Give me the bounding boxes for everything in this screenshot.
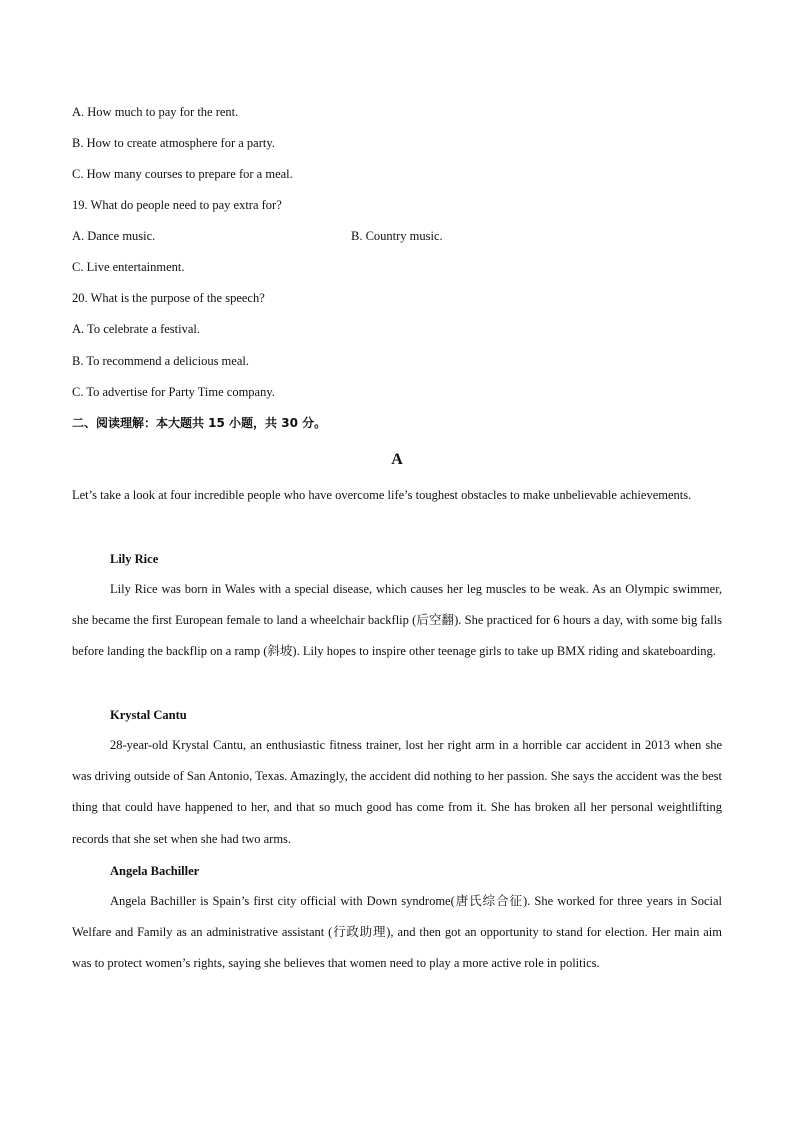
question-20: 20. What is the purpose of the speech? bbox=[72, 291, 265, 305]
section-heading: 二、阅读理解：本大题共 15 小题，共 30 分。 bbox=[72, 416, 327, 430]
option-19-c: C. Live entertainment. bbox=[72, 260, 185, 274]
person-text-krystal-cantu: 28-year-old Krystal Cantu, an enthusiastic fitness trainer, lost her right arm in a horrible car accident in 2013 when she was driving outside of San Antonio, Texas. Amazingly, the accident did nothing to her passion. She says the accident was the best thing that could have happened to her, and that so much good has come from it. She has broken all her personal weightlifting records that she set when she had two arms. bbox=[72, 738, 722, 846]
option-18-c: C. How many courses to prepare for a meal. bbox=[72, 167, 293, 181]
option-20-b: B. To recommend a delicious meal. bbox=[72, 354, 249, 368]
option-20-a: A. To celebrate a festival. bbox=[72, 322, 201, 336]
person-text-angela-bachiller: Angela Bachiller is Spain’s first city official with Down syndrome(唐氏综合征). She worked for three years in Social Welfare and Family as an administrative assistant (行政助理), and then got an opportunity to stand for election. Her main aim was to protect women’s rights, saying she believes that women need to play a more active role in politics. bbox=[72, 894, 722, 971]
option-19-b: B. Country music. bbox=[351, 229, 443, 243]
question-19: 19. What do people need to pay extra for? bbox=[72, 198, 282, 212]
person-name-lily-rice: Lily Rice bbox=[110, 552, 159, 566]
option-18-b: B. How to create atmosphere for a party. bbox=[72, 136, 275, 150]
person-text-lily-rice: Lily Rice was born in Wales with a special disease, which causes her leg muscles to be weak. As an Olympic swimmer, she became the first European female to land a wheelchair backflip (后空翻). She practiced for 6 hours a day, with some big falls before landing the backflip on a ramp (斜坡). Lily hopes to inspire other teenage girls to take up BMX riding and skateboarding. bbox=[72, 582, 722, 659]
passage-label: A bbox=[391, 451, 403, 468]
option-20-c: C. To advertise for Party Time company. bbox=[72, 385, 275, 399]
option-18-a: A. How much to pay for the rent. bbox=[72, 105, 239, 119]
person-name-krystal-cantu: Krystal Cantu bbox=[110, 708, 187, 722]
option-19-a: A. Dance music. bbox=[72, 229, 156, 243]
person-name-angela-bachiller: Angela Bachiller bbox=[110, 864, 200, 878]
intro-paragraph: Let’s take a look at four incredible people who have overcome life’s toughest obstacles to make unbelievable achievements. bbox=[72, 488, 692, 502]
